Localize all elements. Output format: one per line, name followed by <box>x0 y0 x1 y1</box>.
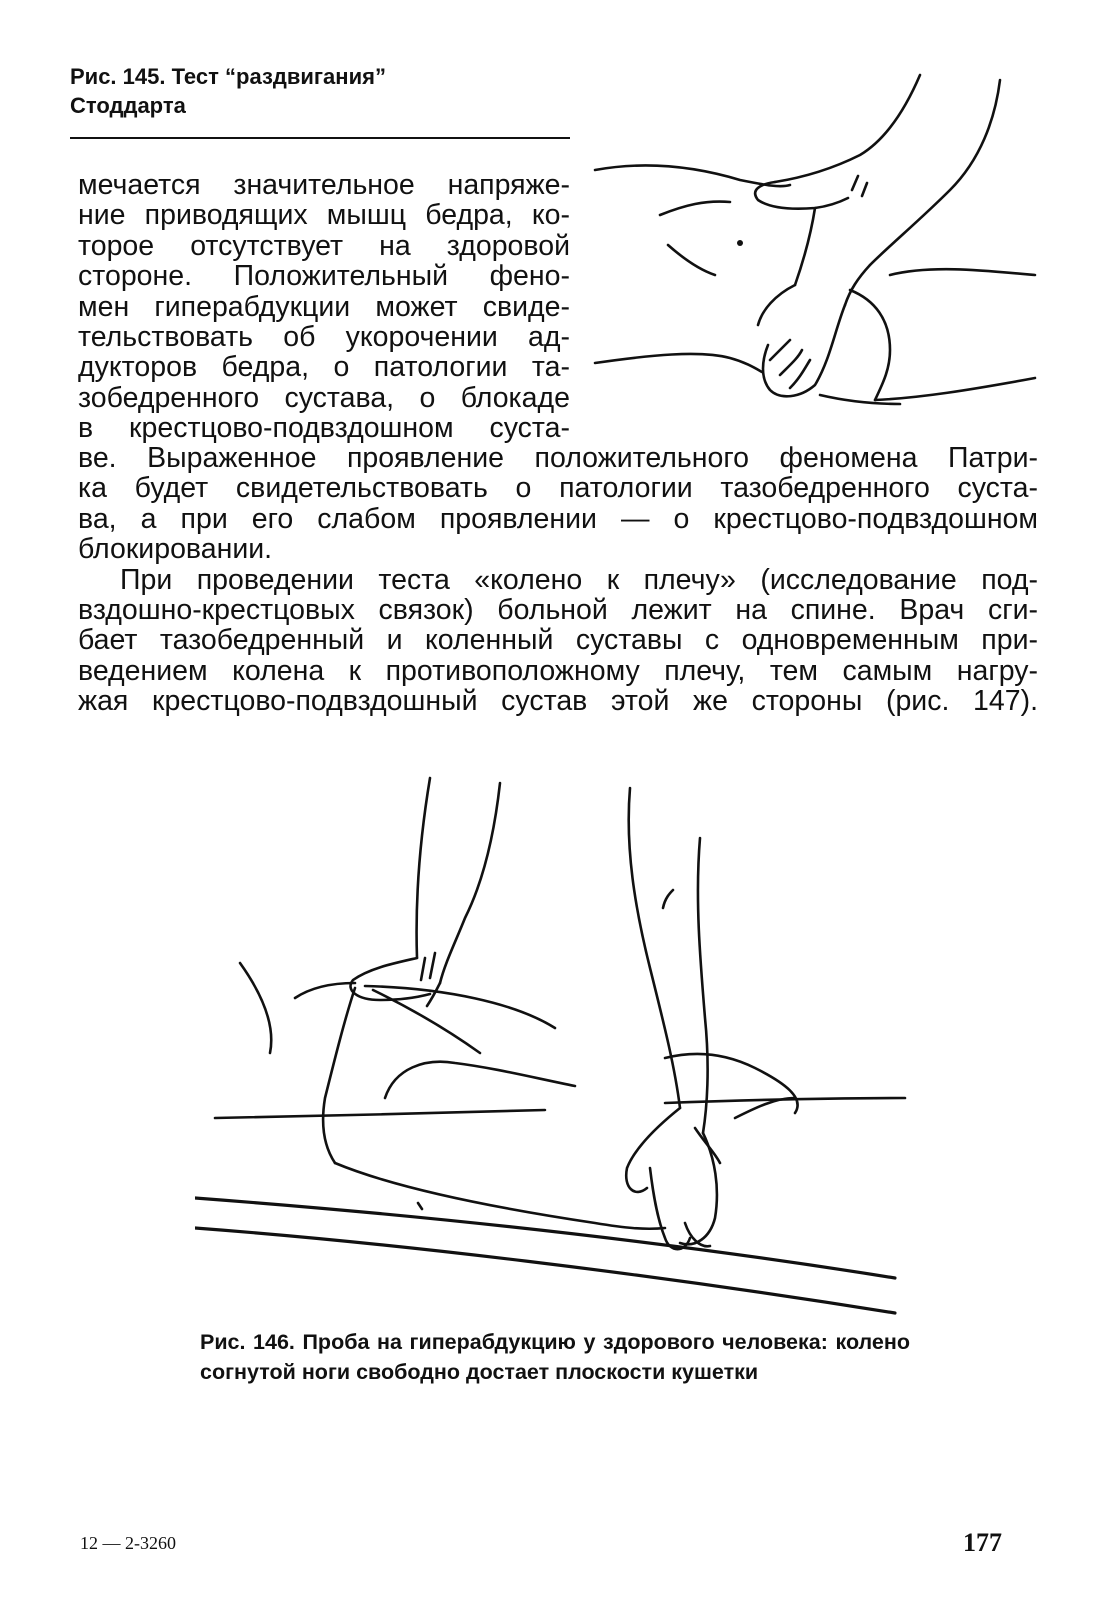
text-line: ведением колена к противоположному плечу, тем самым нагру- <box>78 654 1038 687</box>
figure-145-caption <box>70 62 570 120</box>
figure-145-caption-line1: Рис. 145. Тест “раздвигания” <box>70 64 386 89</box>
figure-146-illustration <box>195 768 925 1328</box>
text-line: При проведении теста «колено к плечу» (исследование под- <box>120 563 1038 596</box>
text-line: ка будет свидетельствовать о патологии тазобедренного суста- <box>78 472 1038 505</box>
text-line: вздошно-крестцовых связок) больной лежит на спине. Врач сги- <box>78 594 1038 627</box>
text-line: мечается значительное напряже- <box>78 169 570 201</box>
text-line: мен гиперабдукции может свиде- <box>78 290 570 323</box>
text-line: бает тазобедренный и коленный суставы с одновременным при- <box>78 624 1038 657</box>
body-text-narrow <box>78 170 570 444</box>
text-line: жая крестцово-подвздошный сустав этой же стороны (рис. 147). <box>78 685 1038 718</box>
body-text-wide <box>78 443 1038 717</box>
text-line: ве. Выраженное проявление положительного феномена Патри- <box>78 442 1038 474</box>
text-line: зобедренного сустава, о блокаде <box>78 381 570 414</box>
page-number: 177 <box>963 1528 1002 1557</box>
text-line: стороне. Положительный фено- <box>78 260 570 293</box>
text-line: блокировании. <box>78 533 273 566</box>
figure-146-caption: Рис. 146. Проба на гиперабдукцию у здорового человека: колено согнутой ноги свободно достает плоскости кушетки <box>200 1330 910 1384</box>
text-line: ние приводящих мышц бедра, ко- <box>78 199 570 232</box>
figure-145-caption-line2: Стоддарта <box>70 93 186 118</box>
text-line: дукторов бедра, о патологии та- <box>78 351 570 384</box>
navel-mark <box>737 240 743 246</box>
text-line: в крестцово-подвздошном суста- <box>78 412 570 445</box>
text-line: ва, а при его слабом проявлении — о крестцово-подвздошном <box>78 502 1038 535</box>
text-line: тельствовать об укорочении ад- <box>78 321 570 354</box>
text-line: торое отсутствует на здоровой <box>78 229 570 262</box>
printer-signature: 12 — 2-3260 <box>80 1533 176 1553</box>
figure-145-illustration <box>590 60 1040 435</box>
caption-divider <box>70 137 570 139</box>
